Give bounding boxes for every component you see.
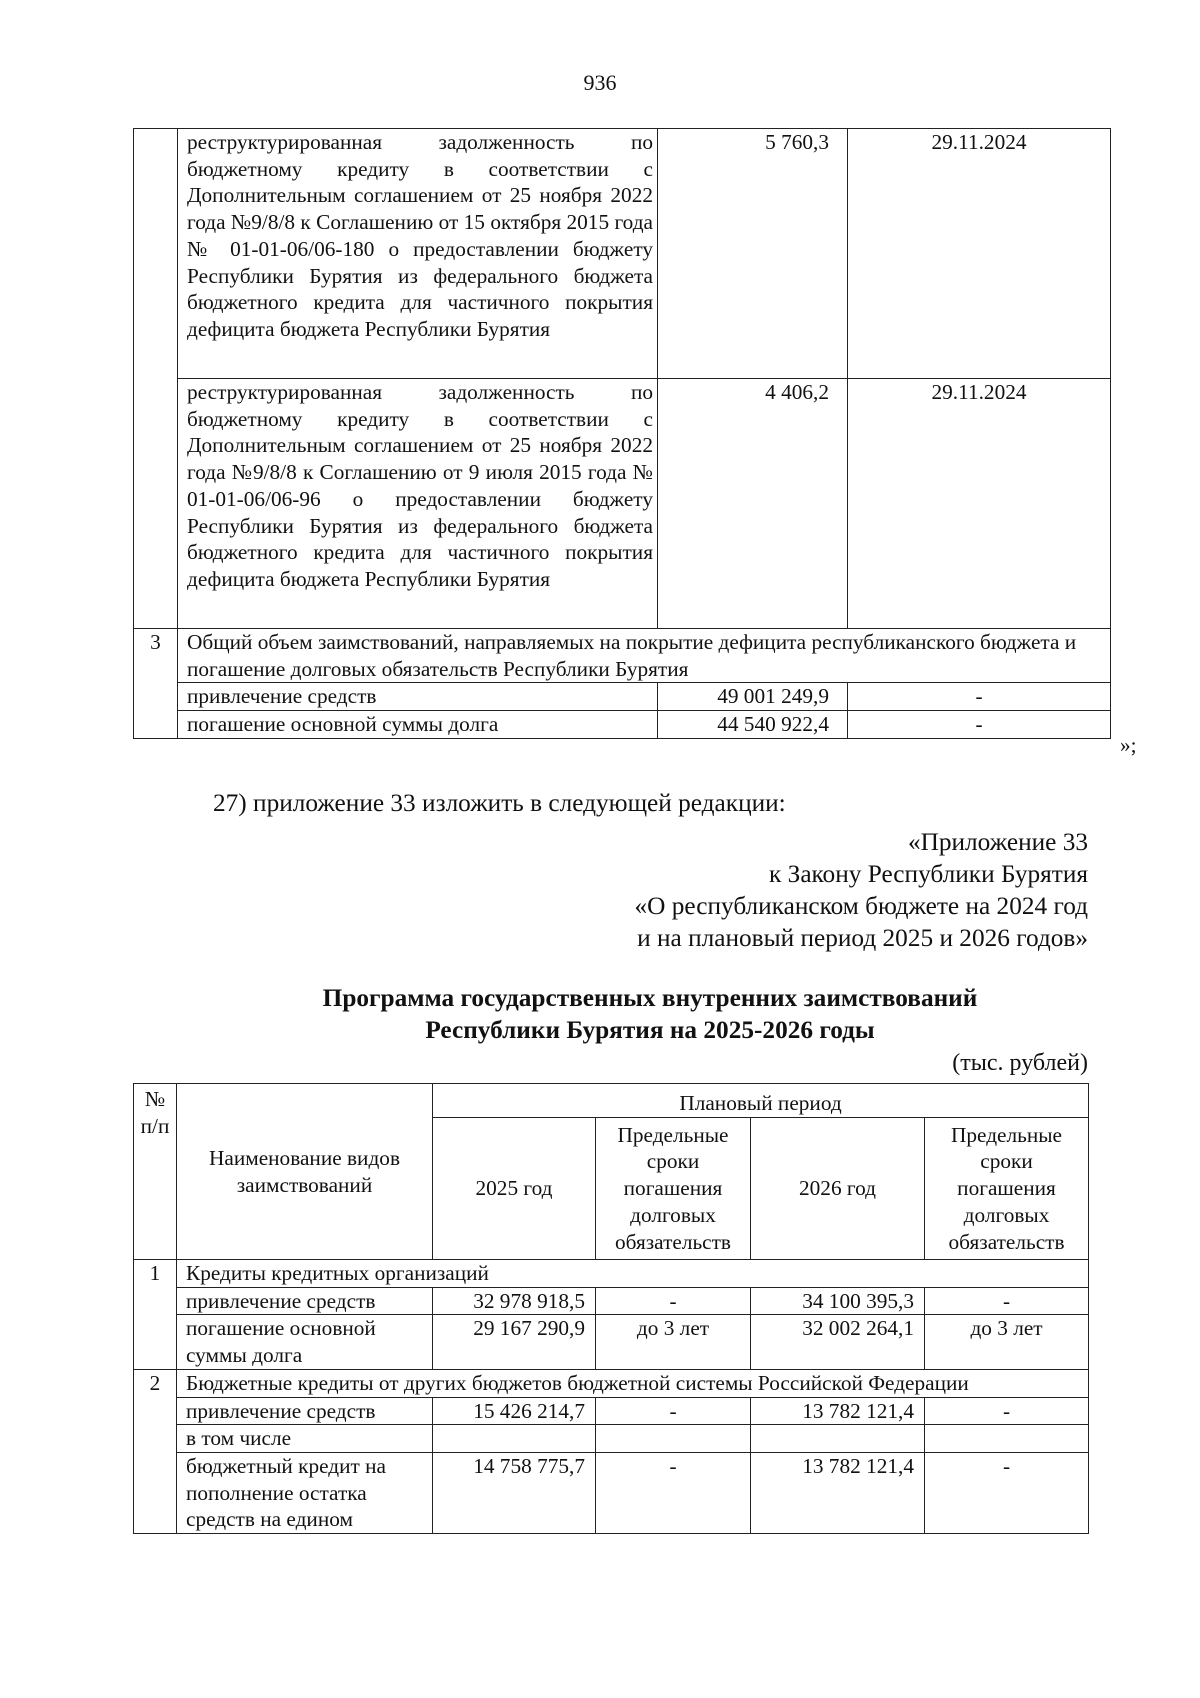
header-row — [134, 1084, 1089, 1118]
section-number: 2 — [134, 1369, 177, 1533]
row-label: погашение основной суммы долга — [177, 1315, 433, 1369]
table-row — [134, 129, 1111, 379]
amount-cell: 4 406,2 — [658, 379, 848, 629]
term-2026: до 3 лет — [925, 1315, 1089, 1369]
section-header-row — [134, 1369, 1089, 1397]
amount-2025: 15 426 214,7 — [433, 1397, 596, 1425]
borrowing-program-table — [133, 1083, 1089, 1534]
amount-cell: 49 001 249,9 — [658, 683, 848, 711]
table-row — [134, 379, 1111, 629]
term-2026: - — [925, 1287, 1089, 1315]
term-2025 — [596, 1425, 751, 1453]
title-line: Программа государственных внутренних заимствований — [322, 984, 978, 1012]
amount-2025: 29 167 290,9 — [433, 1315, 596, 1369]
row-label: привлечение средств — [178, 683, 658, 711]
borrowings-table-continued — [133, 128, 1111, 739]
title-line: Республики Бурятия на 2025-2026 годы — [425, 1016, 875, 1044]
term-2025: - — [596, 1287, 751, 1315]
header-year-2025: 2025 год — [433, 1118, 596, 1260]
amount-2025 — [433, 1425, 596, 1453]
row-label: в том числе — [177, 1425, 433, 1453]
header-term-2025: Предельные сроки погашения долговых обязательств — [596, 1118, 751, 1260]
section-title: Общий объем заимствований, направляемых на покрытие дефицита республиканского бюджета и погашение долговых обязательств Республики Бурятия — [178, 629, 1111, 683]
appendix-line: «О республиканском бюджете на 2024 год — [634, 892, 1088, 920]
amount-cell: 44 540 922,4 — [658, 711, 848, 739]
amount-cell: 5 760,3 — [658, 129, 848, 379]
page-number: 936 — [583, 70, 617, 95]
appendix-line: к Закону Республики Бурятия — [769, 860, 1088, 888]
row-label: погашение основной суммы долга — [178, 711, 658, 739]
term-2025: до 3 лет — [596, 1315, 751, 1369]
date-cell: - — [848, 683, 1111, 711]
section-header-row — [134, 629, 1111, 683]
amount-2025: 32 978 918,5 — [433, 1287, 596, 1315]
row-label: привлечение средств — [177, 1397, 433, 1425]
header-period: Плановый период — [433, 1084, 1089, 1118]
header-year-2026: 2026 год — [751, 1118, 925, 1260]
table-row — [134, 711, 1111, 739]
row-number-cell — [134, 379, 178, 629]
table-row — [134, 1425, 1089, 1453]
date-cell: - — [848, 711, 1111, 739]
section-title: Бюджетные кредиты от других бюджетов бюджетной системы Российской Федерации — [177, 1369, 1089, 1397]
table-row — [134, 1397, 1089, 1425]
table-row — [134, 1452, 1089, 1533]
header-num: № п/п — [134, 1084, 177, 1260]
debt-description: реструктурированная задолженность по бюджетному кредиту в соответствии с Дополнительным соглашением от 25 ноября 2022 года №9/8/8 к Соглашению от 9 июля 2015 года № 01-01-06/06-96 о предоставлении бюджету Республики Бурятия из федерального бюджета бюджетного кредита для частичного покрытия дефицита бюджета Республики Бурятия — [178, 379, 658, 629]
term-2025: - — [596, 1452, 751, 1533]
table-row — [134, 1287, 1089, 1315]
closing-quote-mark: »; — [1120, 733, 1137, 757]
section-header-row — [134, 1260, 1089, 1288]
document-title — [0, 982, 1200, 1046]
row-label: бюджетный кредит на пополнение остатка средств на едином — [177, 1452, 433, 1533]
term-2026: - — [925, 1452, 1089, 1533]
section-number: 1 — [134, 1260, 177, 1370]
appendix-line: «Приложение 33 — [907, 828, 1088, 856]
amount-2026: 34 100 395,3 — [751, 1287, 925, 1315]
amount-2026: 13 782 121,4 — [751, 1397, 925, 1425]
row-number-cell — [134, 129, 178, 379]
amount-2025: 14 758 775,7 — [433, 1452, 596, 1533]
term-2026 — [925, 1425, 1089, 1453]
amount-2026: 32 002 264,1 — [751, 1315, 925, 1369]
term-2026: - — [925, 1397, 1089, 1425]
unit-note: (тыс. рублей) — [952, 1050, 1088, 1076]
section-title: Кредиты кредитных организаций — [177, 1260, 1089, 1288]
amount-2026 — [751, 1425, 925, 1453]
header-name: Наименование видов заимствований — [177, 1084, 433, 1260]
date-cell: 29.11.2024 — [848, 129, 1111, 379]
amendment-item: 27) приложение 33 изложить в следующей редакции: — [213, 789, 786, 817]
debt-description: реструктурированная задолженность по бюджетному кредиту в соответствии с Дополнительным соглашением от 25 ноября 2022 года №9/8/8 к Соглашению от 15 октября 2015 года № 01-01-06/06-180 о предоставлении бюджету Республики Бурятия из федерального бюджета бюджетного кредита для частичного покрытия дефицита бюджета Республики Бурятия — [178, 129, 658, 379]
section-number: 3 — [134, 629, 178, 739]
term-2025: - — [596, 1397, 751, 1425]
amount-2026: 13 782 121,4 — [751, 1452, 925, 1533]
table-row — [134, 1315, 1089, 1369]
row-label: привлечение средств — [177, 1287, 433, 1315]
date-cell: 29.11.2024 — [848, 379, 1111, 629]
table-row — [134, 683, 1111, 711]
appendix-reference — [634, 826, 1088, 954]
appendix-line: и на плановый период 2025 и 2026 годов» — [637, 924, 1088, 952]
header-term-2026: Предельные сроки погашения долговых обязательств — [925, 1118, 1089, 1260]
